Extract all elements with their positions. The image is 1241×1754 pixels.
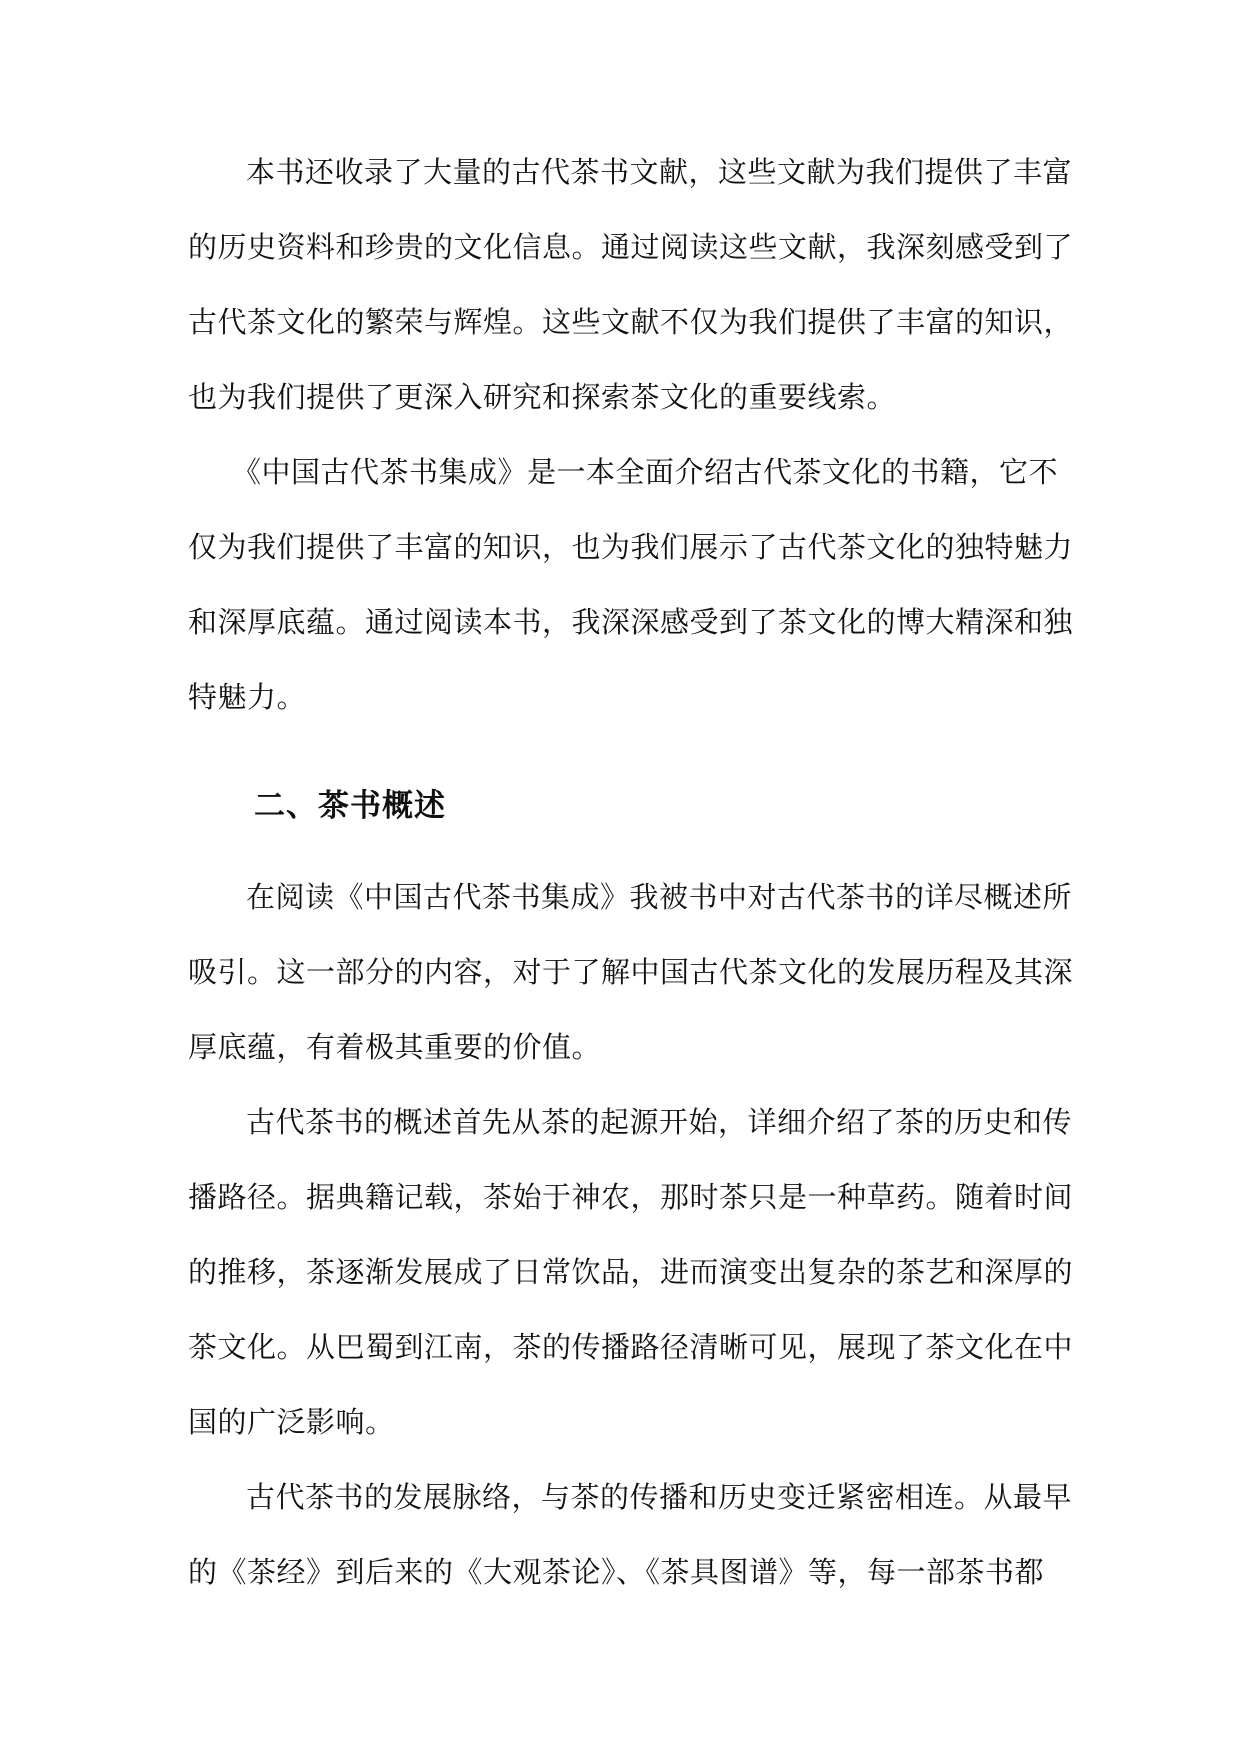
paragraph-line: 本书还收录了大量的古代茶书文献，这些文献为我们提供了丰富	[246, 155, 1073, 189]
paragraph-line: 《中国古代茶书集成》是一本全面介绍古代茶文化的书籍，它不	[232, 455, 1059, 489]
paragraph-line: 在阅读《中国古代茶书集成》我被书中对古代茶书的详尽概述所	[246, 880, 1073, 914]
paragraph-line: 的推移，茶逐渐发展成了日常饮品，进而演变出复杂的茶艺和深厚的	[188, 1255, 1074, 1289]
paragraph-line: 仅为我们提供了丰富的知识，也为我们展示了古代茶文化的独特魅力	[188, 530, 1074, 564]
paragraph-line: 播路径。据典籍记载，茶始于神农，那时茶只是一种草药。随着时间	[188, 1180, 1074, 1214]
paragraph-line: 茶文化。从巴蜀到江南，茶的传播路径清晰可见，展现了茶文化在中	[188, 1330, 1074, 1364]
paragraph-line: 也为我们提供了更深入研究和探索茶文化的重要线索。	[188, 380, 897, 414]
paragraph-line: 厚底蕴，有着极其重要的价值。	[188, 1030, 602, 1064]
paragraph-line: 古代茶书的概述首先从茶的起源开始，详细介绍了茶的历史和传	[246, 1105, 1073, 1139]
paragraph-line: 的《茶经》到后来的《大观茶论》、《茶具图谱》等，每一部茶书都	[188, 1555, 1045, 1589]
paragraph-line: 古代茶书的发展脉络，与茶的传播和历史变迁紧密相连。从最早	[246, 1480, 1073, 1514]
paragraph-line: 国的广泛影响。	[188, 1405, 395, 1439]
paragraph-line: 的历史资料和珍贵的文化信息。通过阅读这些文献，我深刻感受到了	[188, 230, 1074, 264]
section-heading: 二、茶书概述	[254, 788, 446, 824]
paragraph-line: 吸引。这一部分的内容，对于了解中国古代茶文化的发展历程及其深	[188, 955, 1074, 989]
paragraph-line: 古代茶文化的繁荣与辉煌。这些文献不仅为我们提供了丰富的知识，	[188, 305, 1074, 339]
paragraph-line: 特魅力。	[188, 680, 307, 714]
paragraph-line: 和深厚底蕴。通过阅读本书，我深深感受到了茶文化的博大精深和独	[188, 605, 1074, 639]
